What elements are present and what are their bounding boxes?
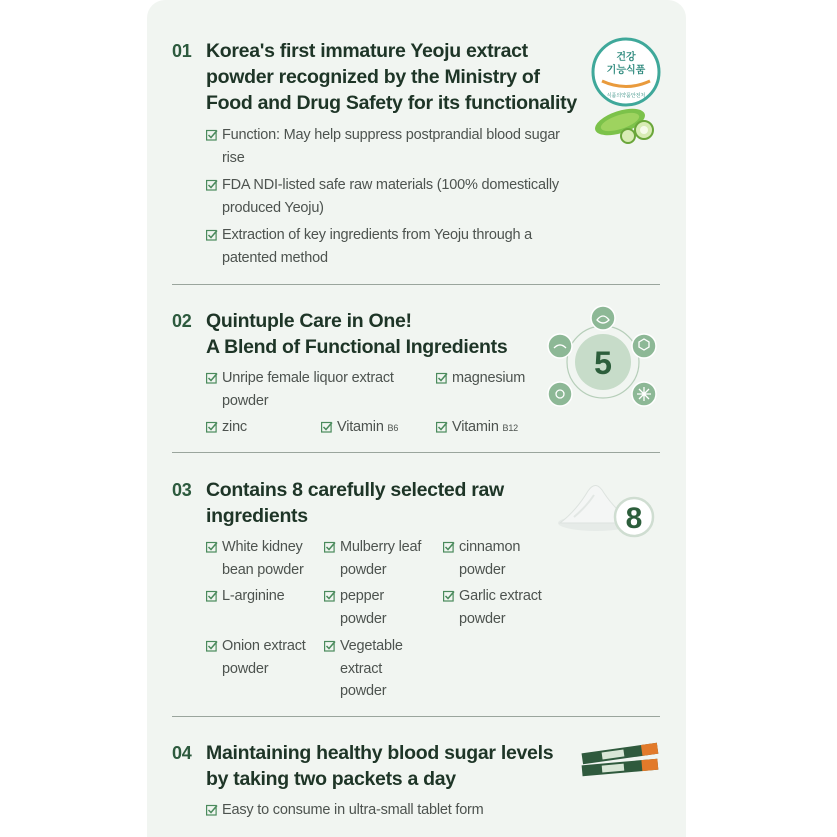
list-item: Vitamin B6 (321, 416, 431, 440)
svg-text:건강: 건강 (616, 52, 636, 63)
list-item: Vegetable extract powder (324, 635, 439, 703)
list-item: L-arginine (206, 585, 321, 608)
section-03 (172, 477, 660, 707)
list-item: zinc (206, 416, 316, 439)
section-01 (172, 38, 660, 278)
checkbox-icon (206, 640, 218, 652)
title-line: powder recognized by the Ministry of (206, 66, 540, 88)
svg-text:식품의약품안전처: 식품의약품안전처 (606, 93, 646, 99)
list-item: Mulberry leaf powder (324, 536, 439, 581)
section-number: 01 (172, 41, 192, 61)
list-item: White kidney bean powder (206, 536, 321, 581)
list-item: Onion extract powder (206, 635, 321, 680)
five-care-diagram (544, 304, 660, 408)
list-item: Garlic extract powder (443, 585, 558, 630)
title-line: by taking two packets a day (206, 768, 456, 790)
list-item: Vitamin B12 (436, 416, 556, 440)
checkbox-icon (206, 590, 218, 602)
title-line: Contains 8 carefully selected raw (206, 479, 504, 501)
checkbox-icon (443, 590, 455, 602)
checkbox-icon (206, 129, 218, 141)
list-item: Function: May help suppress postprandial blood sugar rise (206, 124, 586, 169)
care-icon (591, 306, 615, 330)
care-icon (548, 382, 572, 406)
checkbox-icon (206, 179, 218, 191)
title-line: Maintaining healthy blood sugar levels (206, 742, 554, 764)
checkbox-icon (443, 541, 455, 553)
checkbox-icon (206, 804, 218, 816)
checkbox-icon (206, 541, 218, 553)
list-item: FDA NDI-listed safe raw materials (100% domestically produced Yeoju) (206, 174, 586, 219)
checkbox-icon (324, 541, 336, 553)
checkbox-icon (206, 372, 218, 384)
section-04 (172, 740, 660, 837)
powder-pile-image (556, 477, 660, 541)
bitter-melon-icon (592, 104, 653, 143)
list-item: Extraction of key ingredients from Yeoju through a patented method (206, 224, 586, 269)
svg-text:8: 8 (625, 502, 643, 535)
title-line: Quintuple Care in One! (206, 310, 412, 332)
stick-packets-image (580, 742, 662, 778)
section-02 (172, 308, 660, 448)
svg-text:기능식품: 기능식품 (606, 65, 646, 76)
title-line: Food and Drug Safety for its functionality (206, 92, 577, 114)
title-line: Korea's first immature Yeoju extract (206, 40, 528, 62)
checkbox-icon (436, 421, 448, 433)
checkbox-icon (324, 640, 336, 652)
list-item: cinnamon powder (443, 536, 558, 581)
section-number: 03 (172, 480, 192, 500)
checkbox-icon (324, 590, 336, 602)
care-icon (632, 334, 656, 358)
list-item: pepper powder (324, 585, 439, 630)
divider (172, 716, 660, 717)
care-icon (548, 334, 572, 358)
svg-text:5: 5 (594, 345, 612, 381)
health-functional-food-badge (590, 36, 662, 144)
list-item: magnesium (436, 367, 556, 390)
checkbox-icon (321, 421, 333, 433)
checkbox-icon (206, 421, 218, 433)
list-item: Unripe female liquor extract powder (206, 367, 426, 412)
checkbox-icon (436, 372, 448, 384)
divider (172, 284, 660, 285)
list-item: Easy to consume in ultra-small tablet form (206, 799, 586, 822)
section-number: 02 (172, 311, 192, 331)
section-number: 04 (172, 743, 192, 763)
divider (172, 452, 660, 453)
checkbox-icon (206, 229, 218, 241)
title-line: A Blend of Functional Ingredients (206, 336, 508, 358)
title-line: ingredients (206, 505, 308, 527)
